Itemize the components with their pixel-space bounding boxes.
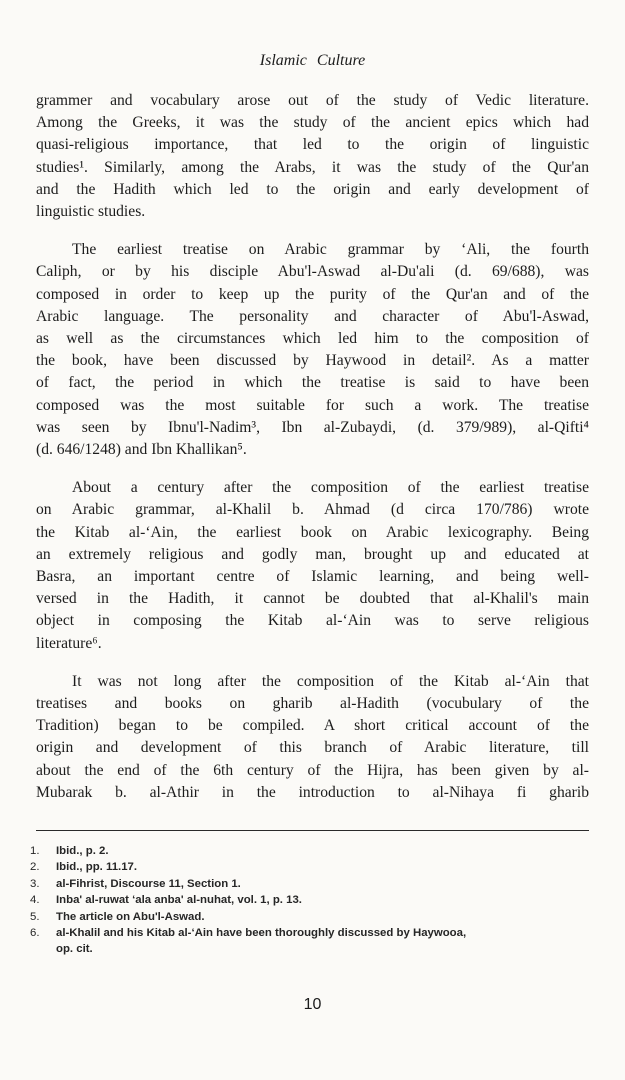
text-line: (d. 646/1248) and Ibn Khallikan⁵. (36, 441, 247, 459)
text-line: as well as the circumstances which led him to the composition of (36, 330, 589, 348)
text-line: the Kitab al-‘Ain, the earliest book on Arabic lexicography. Being (36, 523, 589, 541)
text-line: studies¹. Similarly, among the Arabs, it was the study of the Qur'an (36, 158, 589, 176)
footnotes (30, 843, 592, 958)
footnote-text: The article on Abu'l-Aswad. (56, 910, 205, 923)
footnote-item (30, 859, 592, 875)
footnote-number: 5. (30, 910, 40, 923)
text-line: Among the Greeks, it was the study of the ancient epics which had (36, 114, 589, 132)
footnote-item (30, 876, 592, 892)
footnote-number: 3. (30, 877, 40, 890)
text-line: of fact, the period in which the treatise is said to have been (36, 374, 589, 392)
footnote-text: al-Fihrist, Discourse 11, Section 1. (56, 877, 241, 890)
footnote-item (30, 909, 592, 925)
text-line: object in composing the Kitab al-‘Ain was to serve religious (36, 612, 589, 630)
footnote-number: 2. (30, 861, 40, 874)
footnote-text: Inba' al-ruwat ‘ala anba' al-nuhat, vol. 1, p. 13. (56, 894, 302, 907)
footnote-text-continued: op. cit. (56, 943, 93, 956)
text-line: The earliest treatise on Arabic grammar by ‘Ali, the fourth (72, 241, 589, 259)
text-line: grammer and vocabulary arose out of the study of Vedic literature. (36, 92, 589, 109)
paragraph-3 (36, 477, 589, 655)
paragraph-4 (36, 671, 589, 804)
footnote-item (30, 925, 592, 941)
footnote-item (30, 892, 592, 908)
text-line: Basra, an important centre of Islamic learning, and being well- (36, 568, 589, 586)
text-line: treatises and books on gharib al-Hadith (vocubulary of the (36, 695, 589, 713)
text-line: about the end of the 6th century of the Hijra, has been given by al- (36, 761, 589, 779)
text-line: composed in order to keep up the purity of the Qur'an and of the (36, 285, 589, 303)
text-line: and the Hadith which led to the origin and early development of (36, 180, 589, 198)
text-line: Tradition) began to be compiled. A short critical account of the (36, 717, 589, 735)
text-line: Mubarak b. al-Athir in the introduction to al-Nihaya fi gharib (36, 783, 589, 801)
text-line: composed was the most suitable for such a work. The treatise (36, 396, 589, 414)
text-line: on Arabic grammar, al-Khalil b. Ahmad (d circa 170/786) wrote (36, 501, 589, 519)
body-text (36, 90, 589, 804)
text-line: Arabic language. The personality and character of Abu'l-Aswad, (36, 307, 589, 325)
paragraph-1 (36, 90, 589, 223)
text-line: Caliph, or by his disciple Abu'l-Aswad al-Du'ali (d. 69/688), was (36, 263, 589, 281)
text-line: quasi-religious importance, that led to the origin of linguistic (36, 136, 589, 154)
footnote-item (30, 843, 592, 859)
footnote-number: 1. (30, 845, 40, 857)
text-line: literature⁶. (36, 634, 102, 652)
footnote-text: Ibid., p. 2. (56, 845, 109, 857)
footnote-number: 6. (30, 927, 40, 940)
text-line: versed in the Hadith, it cannot be doubted that al-Khalil's main (36, 590, 589, 608)
running-head: Islamic Culture (259, 52, 366, 69)
text-line: an extremely religious and godly man, brought up and educated at (36, 545, 589, 563)
text-line: It was not long after the composition of the Kitab al-‘Ain that (72, 672, 589, 690)
text-line: About a century after the composition of the earliest treatise (72, 479, 589, 497)
footnote-continuation (30, 941, 592, 957)
footnote-number: 4. (30, 894, 40, 907)
footnote-text: al-Khalil and his Kitab al-‘Ain have been thoroughly discussed by Haywooa, (56, 927, 467, 940)
footnote-separator-rule (36, 830, 589, 831)
text-line: origin and development of this branch of Arabic literature, till (36, 739, 589, 757)
page-number: 10 (303, 996, 322, 1013)
text-line: linguistic studies. (36, 203, 146, 221)
text-line: was seen by Ibnu'l-Nadim³, Ibn al-Zubaydi, (d. 379/989), al-Qifti⁴ (36, 418, 589, 436)
paragraph-2 (36, 239, 589, 461)
footnote-text: Ibid., pp. 11.17. (56, 861, 138, 874)
text-line: the book, have been discussed by Haywood in detail². As a matter (36, 352, 589, 370)
